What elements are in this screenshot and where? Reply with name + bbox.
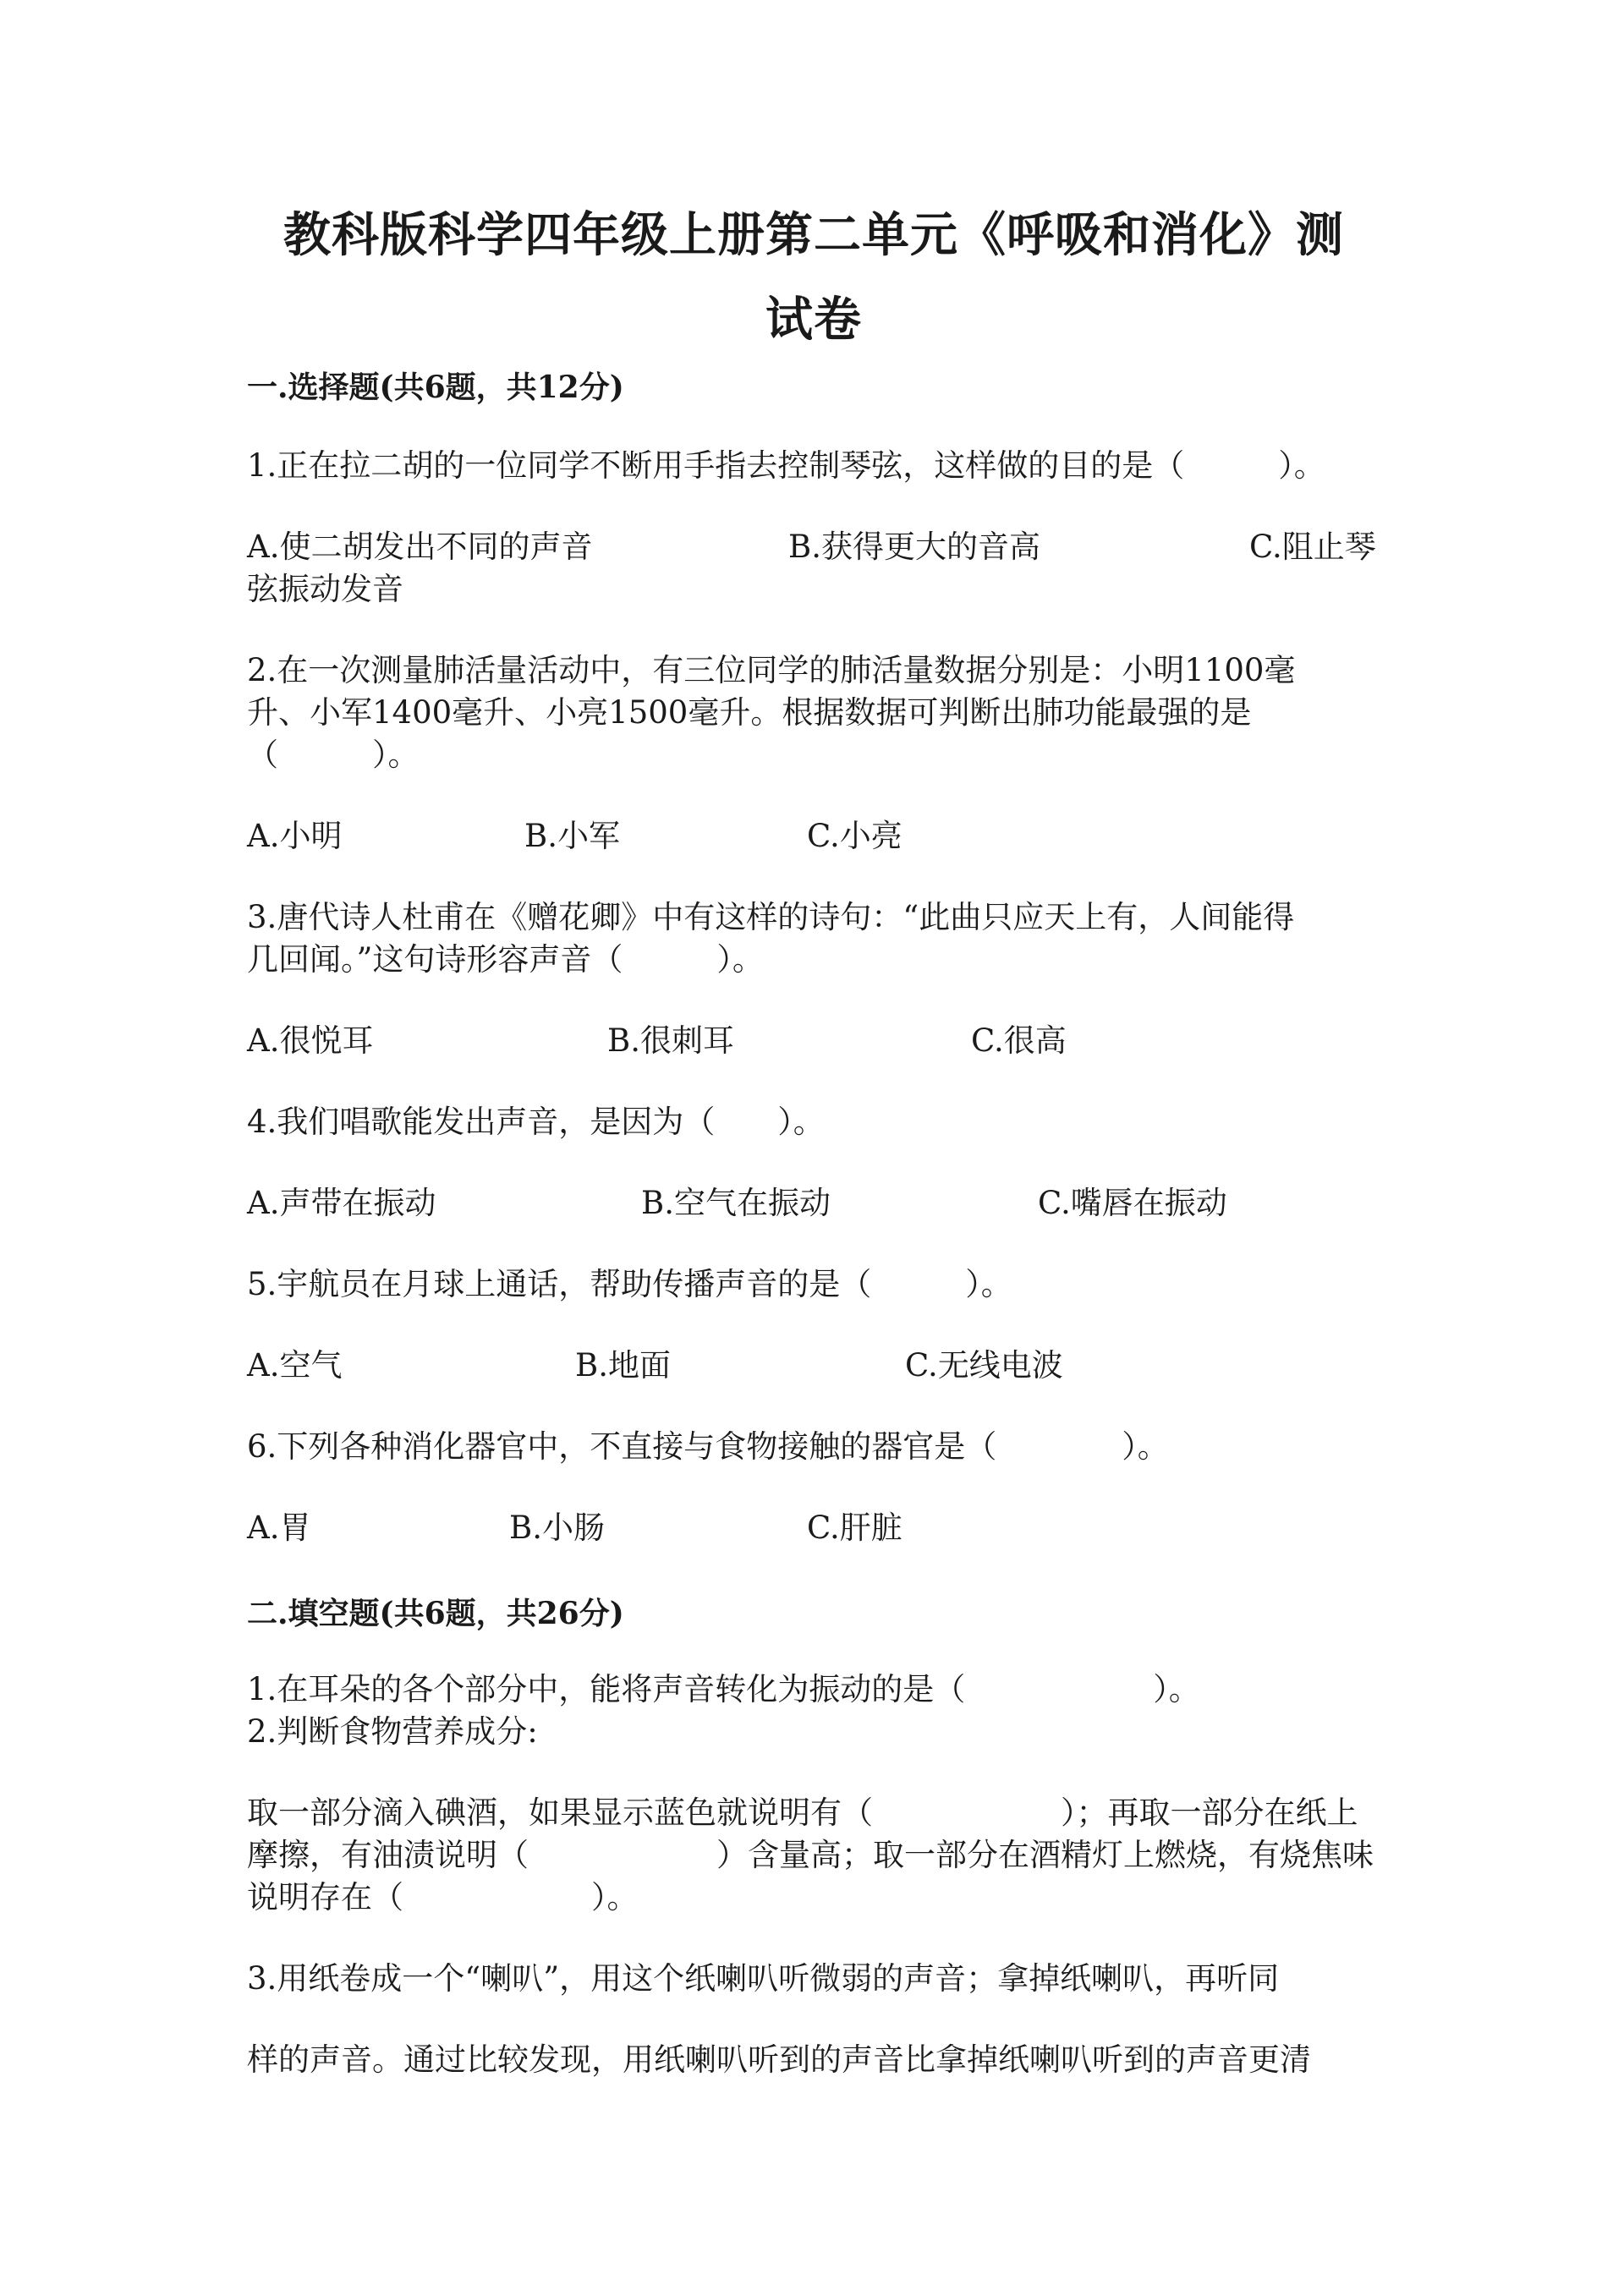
- question-4-option-b: B.空气在振动: [641, 1185, 831, 1221]
- question-1-option-b: B.获得更大的音高: [788, 529, 1040, 565]
- fill-question-3-line-2: 样的声音。通过比较发现，用纸喇叭听到的声音比拿掉纸喇叭听到的声音更清: [247, 2041, 1311, 2078]
- fill-question-3-line-1: 3.用纸卷成一个“喇叭”，用这个纸喇叭听微弱的声音；拿掉纸喇叭，再听同: [247, 1960, 1280, 1997]
- question-6-stem: 6.下列各种消化器官中，不直接与食物接触的器官是（ ）。: [247, 1428, 1169, 1465]
- fill-question-2-line-1: 取一部分滴入碘酒，如果显示蓝色就说明有（ ）；再取一部分在纸上: [247, 1795, 1358, 1831]
- question-1-option-a: A.使二胡发出不同的声音: [247, 529, 593, 565]
- fill-question-1: 1.在耳朵的各个部分中，能将声音转化为振动的是（ ）。: [247, 1671, 1200, 1707]
- question-3-stem-line-1: 3.唐代诗人杜甫在《赠花卿》中有这样的诗句：“此曲只应天上有，人间能得: [247, 899, 1295, 935]
- question-2-option-b: B.小军: [524, 818, 620, 854]
- question-3-option-b: B.很刺耳: [607, 1022, 734, 1059]
- question-6-option-b: B.小肠: [509, 1510, 605, 1546]
- question-3-option-c: C.很高: [971, 1022, 1067, 1059]
- question-3-option-a: A.很悦耳: [247, 1022, 374, 1059]
- fill-question-2-line-3: 说明存在（ ）。: [247, 1879, 639, 1915]
- question-1-option-c: C.阻止琴: [1249, 529, 1376, 565]
- question-5-stem: 5.宇航员在月球上通话，帮助传播声音的是（ ）。: [247, 1266, 1012, 1302]
- question-2-stem-line-2: 升、小军1400毫升、小亮1500毫升。根据数据可判断出肺功能最强的是: [247, 694, 1252, 731]
- title-line-2: 试卷: [765, 292, 862, 348]
- fill-question-2-line-2: 摩擦，有油渍说明（ ）含量高；取一部分在酒精灯上燃烧，有烧焦味: [247, 1837, 1374, 1873]
- question-1-option-c-continued: 弦振动发音: [247, 571, 403, 607]
- question-2-option-a: A.小明: [247, 818, 343, 854]
- question-4-stem: 4.我们唱歌能发出声音，是因为（ ）。: [247, 1104, 825, 1140]
- question-3-stem-line-2: 几回闻。”这句诗形容声音（ ）。: [247, 941, 764, 978]
- question-1-stem: 1.正在拉二胡的一位同学不断用手指去控制琴弦，这样做的目的是（ ）。: [247, 447, 1325, 484]
- title-line-1: 教科版科学四年级上册第二单元《呼吸和消化》测: [283, 207, 1344, 263]
- question-6-option-a: A.胃: [247, 1510, 311, 1546]
- question-4-option-a: A.声带在振动: [247, 1185, 436, 1221]
- section-heading-multiple-choice: 一.选择题(共6题，共12分): [247, 370, 624, 405]
- section-heading-fill-in-blank: 二.填空题(共6题，共26分): [247, 1596, 624, 1631]
- question-2-stem-line-1: 2.在一次测量肺活量活动中，有三位同学的肺活量数据分别是：小明1100毫: [247, 652, 1296, 688]
- question-5-option-b: B.地面: [575, 1347, 671, 1384]
- question-2-option-c: C.小亮: [807, 818, 903, 854]
- question-4-option-c: C.嘴唇在振动: [1038, 1185, 1227, 1221]
- question-2-stem-line-3: （ ）。: [247, 737, 420, 773]
- exam-title: [247, 193, 1380, 362]
- question-5-option-a: A.空气: [247, 1347, 343, 1384]
- question-6-option-c: C.肝脏: [807, 1510, 903, 1546]
- question-5-option-c: C.无线电波: [905, 1347, 1063, 1384]
- fill-question-2-stem: 2.判断食物营养成分:: [247, 1713, 538, 1750]
